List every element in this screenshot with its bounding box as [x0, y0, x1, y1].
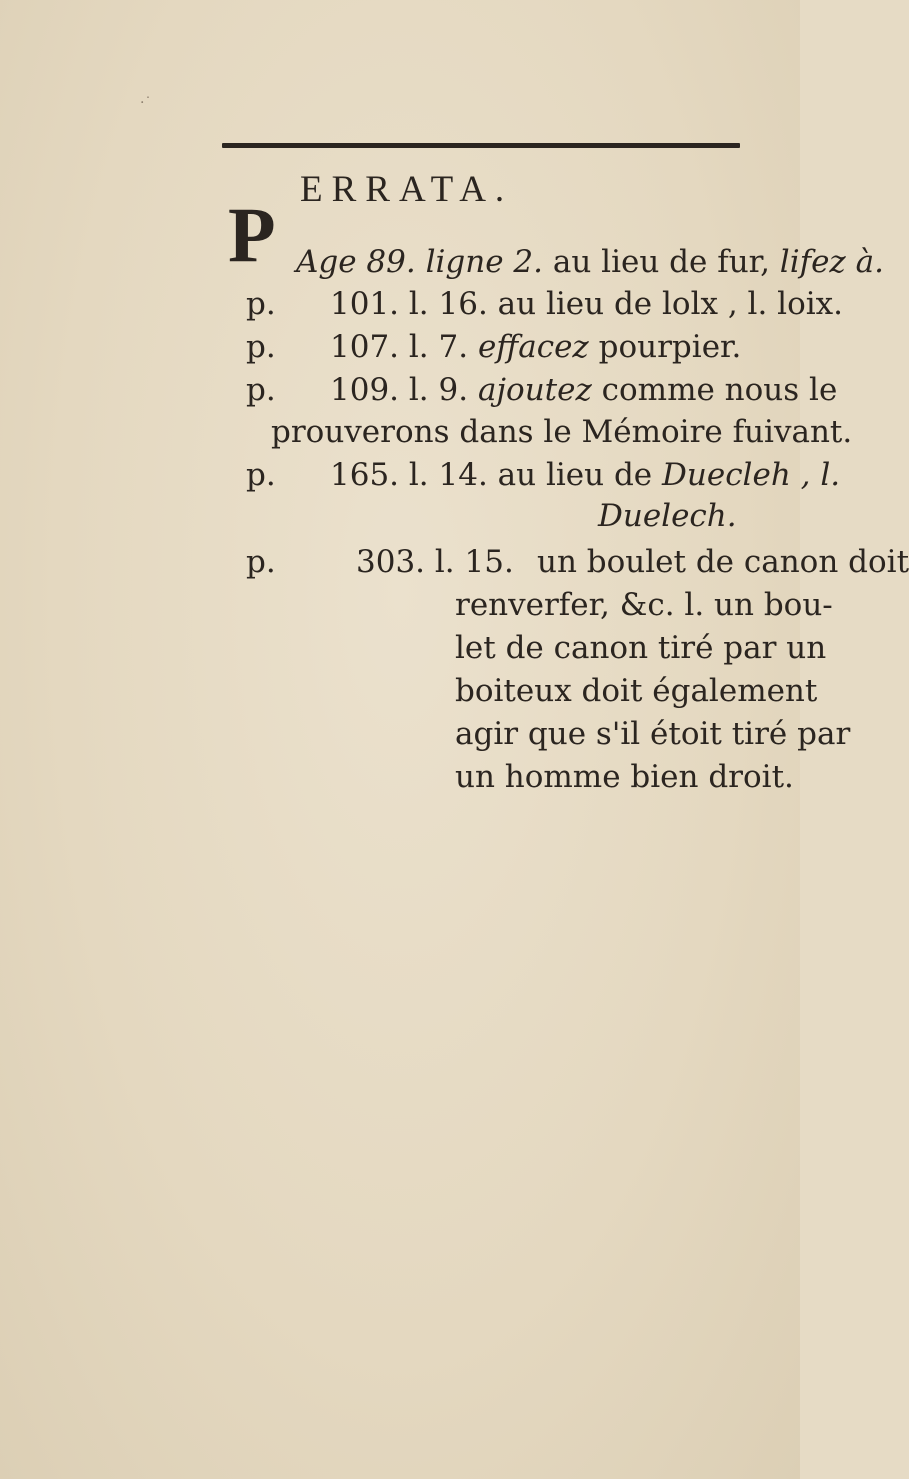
errata-entry-6-line: un homme bien droit.: [455, 759, 794, 795]
page-blemish: ·˙: [140, 95, 152, 111]
errata-entry-6-line: renverfer, &c. l. un bou-: [455, 587, 833, 623]
page-title: ERRATA.: [300, 169, 514, 210]
errata-entry-5-continuation: Duelech.: [598, 498, 737, 534]
page-marker: p.: [246, 329, 276, 365]
page-marker: p.: [246, 544, 276, 580]
page-marker: p.: [246, 286, 276, 322]
errata-entry-6-line: let de canon tiré par un: [455, 630, 827, 666]
errata-entry-4-continuation: prouverons dans le Mémoire fuivant.: [271, 414, 853, 450]
errata-entry-6-line: boiteux doit également: [455, 673, 818, 709]
page-marker: p.: [246, 457, 276, 493]
drop-capital: P: [228, 191, 276, 278]
header-rule: [222, 143, 740, 148]
errata-entry-2: 101. l. 16. au lieu de lolx , l. loix.: [330, 286, 844, 322]
errata-entry-1: Age 89. ligne 2. au lieu de fur, lifez à.: [296, 244, 884, 280]
errata-entry-6-ref: 303. l. 15.: [356, 544, 514, 580]
page-marker: p.: [246, 372, 276, 408]
errata-entry-6-line: agir que s'il étoit tiré par: [455, 716, 851, 752]
errata-entry-4: 109. l. 9. ajoutez comme nous le: [330, 372, 838, 408]
errata-entry-5: 165. l. 14. au lieu de Duecleh , l.: [330, 457, 841, 493]
errata-entry-6-line: un boulet de canon doit: [537, 544, 909, 580]
errata-entry-3: 107. l. 7. effacez pourpier.: [330, 329, 742, 365]
